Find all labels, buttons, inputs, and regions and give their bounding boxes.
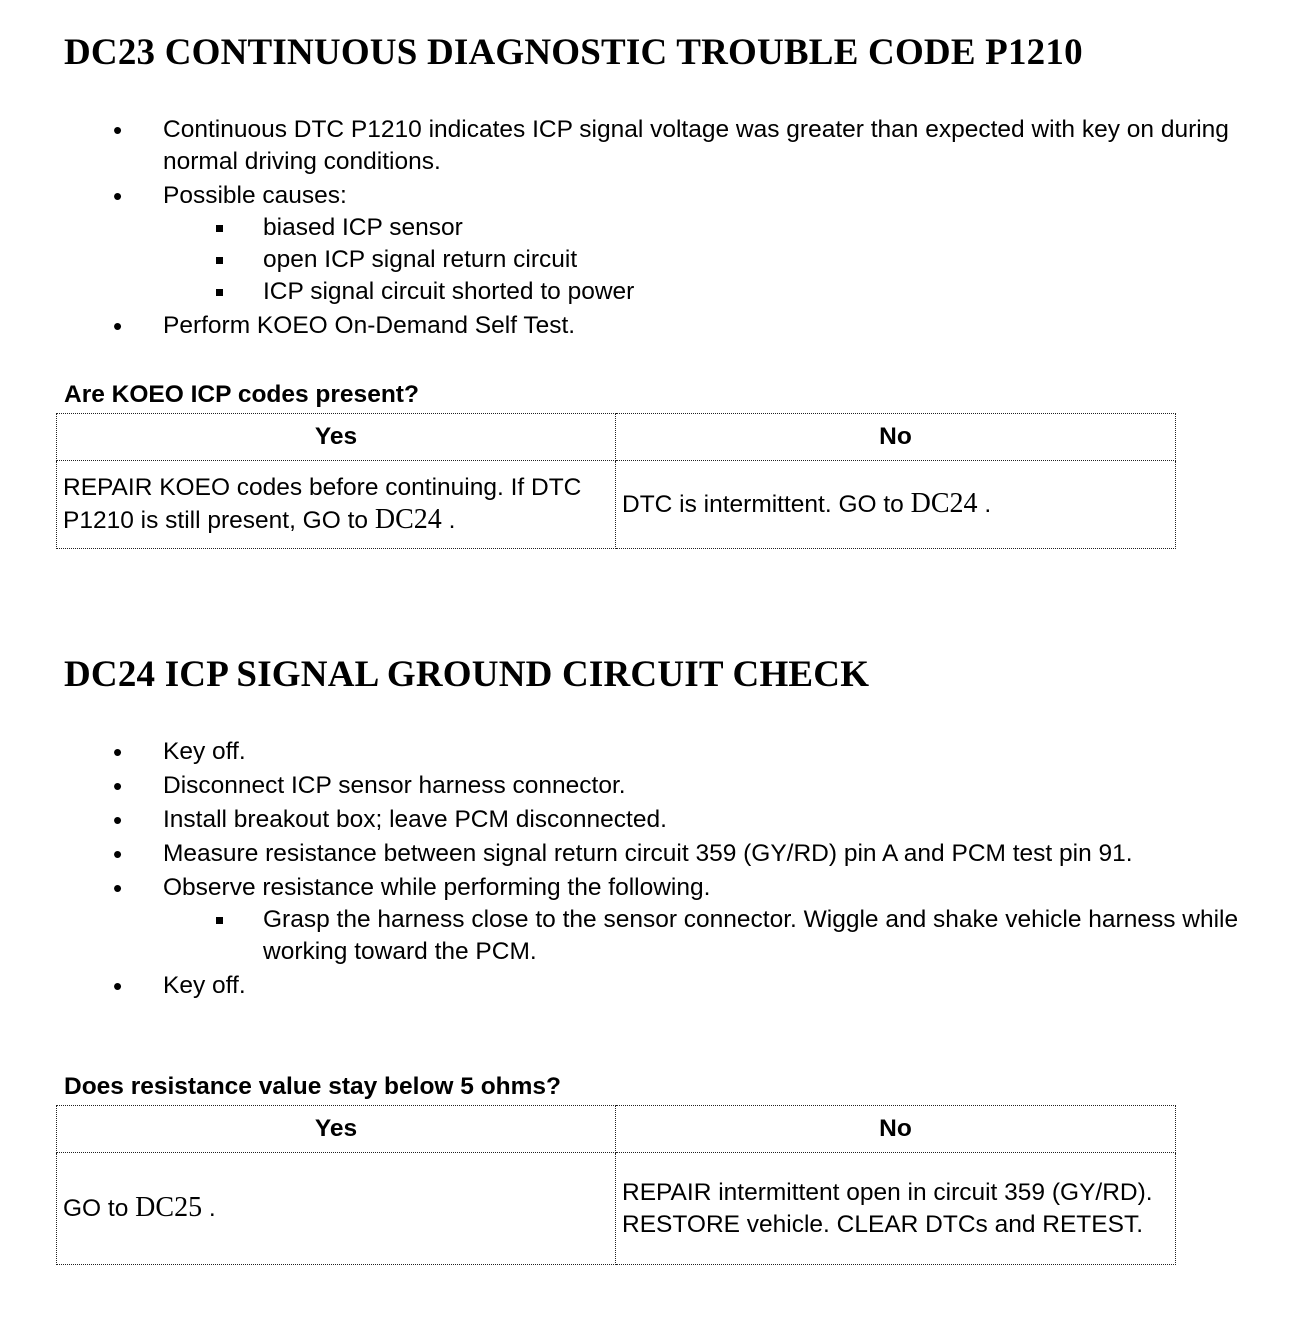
list-item: ICP signal circuit shorted to power xyxy=(163,276,1268,308)
list-item: • Key off. xyxy=(113,971,246,1001)
dc24-bullet-list xyxy=(108,736,1268,1004)
no-cell: REPAIR intermittent open in circuit 359 (GY/RD). RESTORE vehicle. CLEAR DTCs and RETEST. xyxy=(616,1153,1176,1265)
bullet-icon: • xyxy=(113,181,123,211)
bullet-icon: • xyxy=(113,771,123,801)
square-bullet-icon xyxy=(216,225,223,232)
dc24-question: Does resistance value stay below 5 ohms? xyxy=(64,1073,562,1100)
list-item: biased ICP sensor xyxy=(163,212,1268,244)
list-item: • Measure resistance between signal return circuit 359 (GY/RD) pin A and PCM test pin 91. xyxy=(113,839,1133,869)
dc23-title: DC23 CONTINUOUS DIAGNOSTIC TROUBLE CODE P1210 xyxy=(64,32,1083,73)
yes-header: Yes xyxy=(57,1106,616,1153)
bullet-icon: • xyxy=(113,839,123,869)
dc23-bullet-list xyxy=(108,114,1268,344)
no-cell: DTC is intermittent. GO to DC24 . xyxy=(616,461,1176,549)
no-header: No xyxy=(616,1106,1176,1153)
bullet-icon: • xyxy=(113,873,123,903)
list-item: • Continuous DTC P1210 indicates ICP signal voltage was greater than expected with key on during normal driving conditions. xyxy=(113,115,1229,175)
list-item: • Perform KOEO On-Demand Self Test. xyxy=(113,311,576,341)
observe-steps-list xyxy=(163,904,1268,968)
list-item: • Observe resistance while performing the following. Grasp the harness close to the sensor connector. Wiggle and shake vehicle harness while working toward the PCM. xyxy=(108,872,1268,968)
possible-causes-list xyxy=(163,212,1268,308)
list-item: • Disconnect ICP sensor harness connector. xyxy=(113,771,626,801)
yes-cell: GO to DC25 . xyxy=(57,1153,616,1265)
list-item: • Install breakout box; leave PCM disconnected. xyxy=(113,805,667,835)
dc24-decision-table xyxy=(56,1105,1176,1265)
square-bullet-icon xyxy=(216,917,223,924)
dc25-link[interactable]: DC25 xyxy=(135,1192,203,1223)
no-header: No xyxy=(616,414,1176,461)
yes-cell: REPAIR KOEO codes before continuing. If DTC P1210 is still present, GO to DC24 . xyxy=(57,461,616,549)
square-bullet-icon xyxy=(216,257,223,264)
bullet-icon: • xyxy=(113,805,123,835)
square-bullet-icon xyxy=(216,289,223,296)
bullet-icon: • xyxy=(113,971,123,1001)
yes-header: Yes xyxy=(57,414,616,461)
dc24-title: DC24 ICP SIGNAL GROUND CIRCUIT CHECK xyxy=(64,654,870,695)
dc24-link[interactable]: DC24 xyxy=(910,488,978,519)
dc23-question: Are KOEO ICP codes present? xyxy=(64,381,419,408)
dc24-link[interactable]: DC24 xyxy=(374,504,442,535)
list-item: • Possible causes: biased ICP sensor open ICP signal return circuit ICP signal circuit shorted to power xyxy=(108,180,1268,308)
list-item: open ICP signal return circuit xyxy=(163,244,1268,276)
list-item: • Key off. xyxy=(113,737,246,767)
bullet-icon: • xyxy=(113,737,123,767)
dc23-decision-table xyxy=(56,413,1176,549)
bullet-icon: • xyxy=(113,115,123,145)
bullet-icon: • xyxy=(113,311,123,341)
list-item: Grasp the harness close to the sensor connector. Wiggle and shake vehicle harness while working toward the PCM. xyxy=(163,904,1268,968)
